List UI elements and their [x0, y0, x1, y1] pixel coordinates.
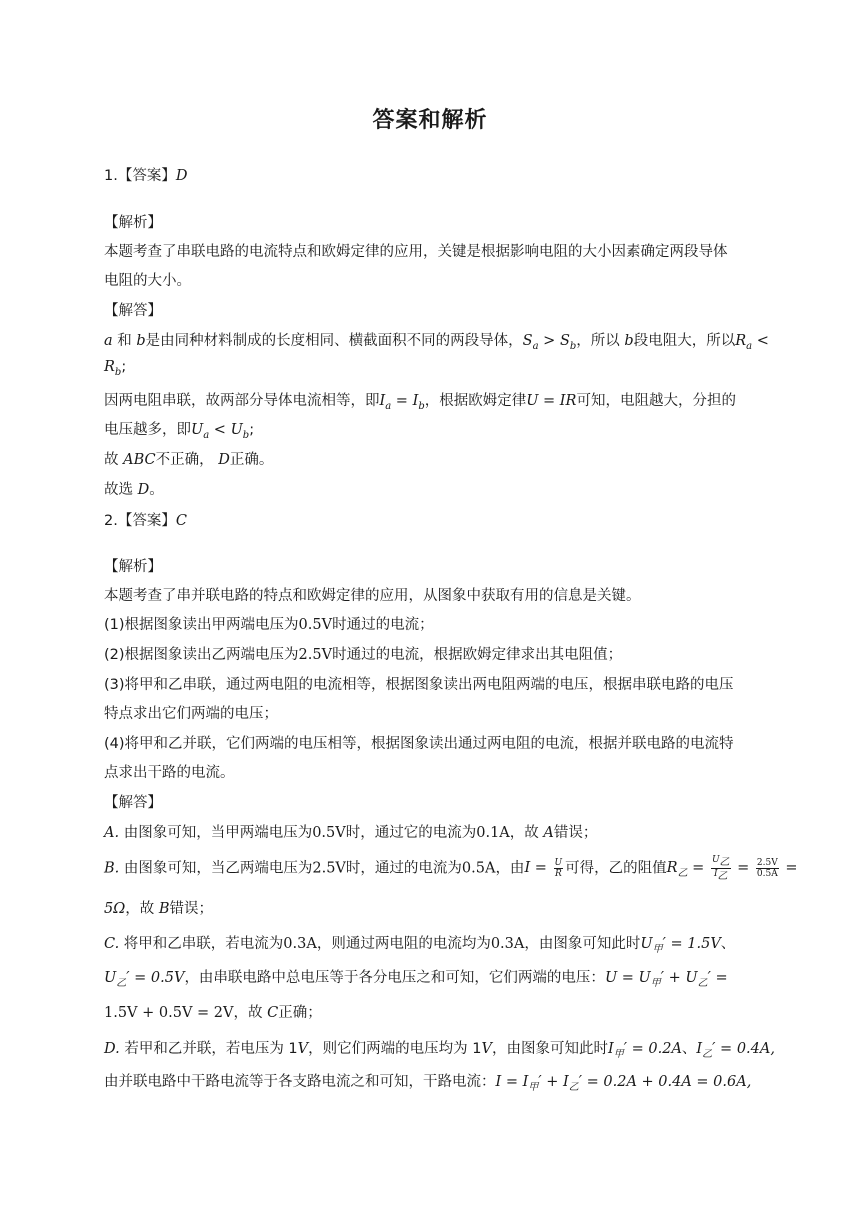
- p2-text-a: (2)根据图象读出乙两端电压为: [104, 647, 299, 663]
- semicolon: ;: [121, 359, 127, 375]
- option-b-text2: 时，通过的电流为: [345, 860, 462, 877]
- formula-rb: $R_b$: [104, 359, 122, 378]
- semicolon: ;: [249, 422, 255, 438]
- formula-u-yi: $U_乙' = 0.5V$: [104, 970, 185, 989]
- q2-option-a: [104, 821, 597, 842]
- option-d-text2: ，则它们两端的电压均为 1: [308, 1041, 482, 1057]
- q1-solution-line2: [104, 359, 126, 378]
- q1-analysis-line2: 电阻的大小。: [104, 273, 191, 289]
- p2-voltage: 2.5V: [298, 647, 333, 663]
- q1-solution-line3: [104, 389, 736, 412]
- formula-i-total: $I = I_甲' + I_乙' = 0.2A + 0.4A = 0.6A$,: [495, 1074, 752, 1093]
- q1-solution-line1: [104, 329, 769, 352]
- option-c-text1: 将甲和乙串联，若电流为: [123, 936, 284, 952]
- option-a-text1: 由图象可知，当甲两端电压为: [123, 825, 313, 841]
- option-b-text3: ，由: [495, 860, 525, 877]
- option-d-text1: 若甲和乙并联，若电压为 1: [124, 1041, 298, 1057]
- text-series: 因两电阻串联，故两部分导体电流相等，即: [104, 393, 380, 409]
- option-b-text5: ，故: [125, 901, 155, 917]
- q1-analysis-label: 【解析】: [104, 215, 162, 231]
- q2-option-c-line2: [104, 966, 728, 989]
- option-d-volt-unit2: V: [481, 1041, 492, 1057]
- q1-answer-label: 【答案】: [117, 168, 176, 184]
- q1-solution-line4: [104, 418, 254, 441]
- text-so: ，所以: [576, 333, 620, 349]
- option-a-label: A.: [104, 825, 120, 841]
- formula-ia-eq-ib: $I_a = I_b$: [379, 393, 425, 412]
- q1-solution-line6: [104, 478, 164, 499]
- q2-answer-line: [104, 509, 187, 530]
- option-b-label: B.: [104, 860, 120, 877]
- var-a: a: [104, 333, 113, 349]
- text-choose: 故选: [104, 482, 133, 498]
- q2-point3-line1: (3)将甲和乙串联，通过两电阻的电流相等，根据图象读出两电阻两端的电压，根据串联电路的电压: [104, 677, 734, 693]
- option-c-text5: ，由串联电路中总电压等于各分电压之和可知，它们两端的电压：: [184, 970, 605, 986]
- text-correct: 正确。: [229, 452, 274, 468]
- q2-analysis-label: 【解析】: [104, 559, 162, 575]
- text-conductors: 是由同种材料制成的长度相同、横截面积不同的两段导体，: [145, 333, 523, 349]
- option-d-choice: D: [137, 482, 150, 498]
- formula-i-eq-u-over-r: I = $\frac{U}{R}$: [524, 857, 563, 879]
- text-larger-resistance: 可知，电阻越大，分担的: [576, 393, 736, 409]
- q2-point4-line2: 点求出干路的电流。: [104, 765, 235, 781]
- option-abc: ABC: [123, 452, 156, 468]
- option-c-text2: ，则通过两电阻的电流均为: [316, 936, 491, 952]
- q1-number: 1.: [104, 168, 118, 184]
- option-a-text3: ，故: [509, 825, 539, 841]
- option-b-resistance: 5Ω: [104, 901, 126, 917]
- formula-ra-lt: $R_a$ <: [735, 333, 769, 352]
- formula-u-sum: $U = U_甲' + U_乙'$ =: [604, 970, 728, 989]
- option-c-ref: C: [267, 1005, 279, 1021]
- option-b-voltage: 2.5V: [312, 860, 346, 877]
- q1-analysis-line1: 本题考查了串联电路的电流特点和欧姆定律的应用，关键是根据影响电阻的大小因素确定两段导体: [104, 244, 728, 260]
- page-title: 答案和解析: [372, 108, 488, 133]
- q1-solution-label: 【解答】: [104, 303, 162, 319]
- q2-option-d: [104, 1037, 775, 1060]
- q2-point3-line2: 特点求出它们两端的电压；: [104, 706, 278, 722]
- text-ohm: ，根据欧姆定律: [424, 393, 527, 409]
- option-c-text4: 、: [720, 936, 736, 952]
- option-a-ref: A: [543, 825, 554, 841]
- text-more-voltage: 电压越多，即: [104, 422, 191, 438]
- text-and: 和: [117, 333, 132, 349]
- formula-u-jia: $U_甲' = 1.5V$: [640, 936, 721, 955]
- option-d-text3: ，由图象可知此时: [491, 1041, 608, 1057]
- text-incorrect: 不正确，: [155, 452, 214, 468]
- q2-option-b: [104, 855, 797, 882]
- option-c-current: 0.3A: [283, 936, 317, 952]
- option-c-text7: 正确；: [278, 1005, 322, 1021]
- q2-point2: [104, 643, 622, 664]
- option-a-current: 0.1A: [476, 825, 510, 841]
- q2-option-d-line2: [104, 1070, 751, 1093]
- q2-answer-label: 【答案】: [117, 513, 176, 529]
- formula-r-yi: $R_乙$ = $\frac{U_乙}{I_乙}$ = $\frac{2.5V}{0.5A}$ =: [666, 855, 798, 882]
- option-a-text4: 错误；: [553, 825, 598, 841]
- option-c-label: C.: [104, 936, 120, 952]
- option-c-sum: 1.5V + 0.5V = 2V: [104, 1005, 234, 1021]
- option-d-label: D.: [104, 1041, 120, 1057]
- option-c-text3: ，由图象可知此时: [524, 936, 641, 952]
- p1-text-a: (1)根据图象读出甲两端电压为: [104, 617, 299, 633]
- option-b-current: 0.5A: [461, 860, 496, 877]
- formula-sa-gt-sb: $S_a > S_b$: [522, 333, 577, 352]
- text-period: 。: [149, 482, 164, 498]
- var-b: b: [136, 333, 146, 349]
- var-b-2: b: [624, 333, 634, 349]
- p2-text-b: 时通过的电流，根据欧姆定律求出其电阻值；: [332, 647, 623, 663]
- q2-option-c-line3: [104, 1001, 322, 1022]
- q2-option-c: [104, 932, 735, 955]
- q1-answer-line: [104, 164, 187, 185]
- formula-i-yi: $I_乙' = 0.4A$,: [696, 1041, 775, 1060]
- q2-option-b-line2: [104, 897, 213, 918]
- option-d-volt-unit: V: [297, 1041, 309, 1057]
- text-therefore: 故: [104, 452, 119, 468]
- formula-i-jia: $I_甲' = 0.2A$: [607, 1041, 682, 1060]
- q1-solution-line5: [104, 448, 273, 469]
- q2-solution-label: 【解答】: [104, 795, 162, 811]
- option-d-text5: 由并联电路中干路电流等于各支路电流之和可知，干路电流：: [104, 1074, 496, 1090]
- q1-answer: D: [175, 168, 188, 184]
- option-d: D: [218, 452, 230, 468]
- q2-point1: [104, 613, 434, 634]
- option-c-text6: ，故: [233, 1005, 263, 1021]
- option-a-voltage: 0.5V: [312, 825, 346, 841]
- p1-text-b: 时通过的电流；: [332, 617, 434, 633]
- option-c-current2: 0.3A: [490, 936, 525, 952]
- option-b-ref: B: [158, 901, 170, 917]
- p1-voltage: 0.5V: [298, 617, 333, 633]
- q2-answer: C: [175, 513, 187, 529]
- option-b-text6: 错误；: [169, 901, 214, 917]
- option-b-text4: 可得，乙的阻值: [565, 860, 667, 877]
- text-resistance-larger: 段电阻大，所以: [633, 333, 736, 349]
- q2-point4-line1: (4)将甲和乙并联，它们两端的电压相等，根据图象读出通过两电阻的电流，根据并联电路的电流特: [104, 736, 734, 752]
- formula-ohm-law: U = IR: [526, 393, 577, 409]
- option-b-text1: 由图象可知，当乙两端电压为: [123, 860, 313, 877]
- q2-analysis-line1: 本题考查了串并联电路的特点和欧姆定律的应用，从图象中获取有用的信息是关键。: [104, 588, 641, 604]
- q2-number: 2.: [104, 513, 118, 529]
- option-a-text2: 时，通过它的电流为: [345, 825, 477, 841]
- formula-ua-lt-ub: $U_a < U_b$: [191, 422, 250, 441]
- option-d-text4: 、: [681, 1041, 697, 1057]
